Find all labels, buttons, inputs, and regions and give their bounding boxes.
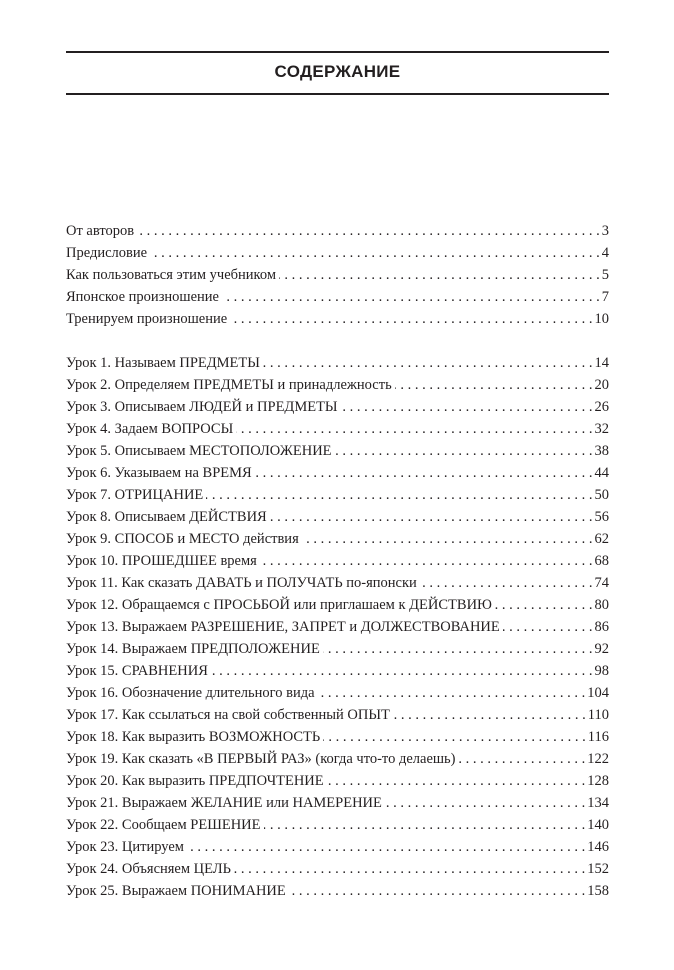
toc-entry[interactable] — [66, 286, 609, 308]
dot-leader — [327, 770, 586, 792]
toc-entry[interactable] — [66, 352, 609, 374]
toc-entry-title: Урок 20. Как выразить ПРЕДПОЧТЕНИЕ — [66, 773, 324, 789]
toc-entry-title: Урок 8. Описываем ДЕЙСТВИЯ — [66, 509, 267, 525]
toc-entry-page: 152 — [587, 861, 609, 877]
top-rule — [66, 51, 609, 53]
toc-entry-title: Урок 17. Как ссылаться на свой собственный ОПЫТ — [66, 707, 390, 723]
toc-entry-title: Урок 22. Сообщаем РЕШЕНИЕ — [66, 817, 261, 833]
toc-entry[interactable] — [66, 528, 609, 550]
toc-entry-title: Урок 15. СРАВНЕНИЯ — [66, 663, 208, 679]
toc-entry-page: 92 — [594, 641, 609, 657]
toc-entry-title: Урок 12. Обращаемся с ПРОСЬБОЙ или приглашаем к ДЕЙСТВИЮ — [66, 597, 492, 613]
toc-entry-title: От авторов — [66, 223, 135, 239]
toc-entry-title: Урок 7. ОТРИЦАНИЕ — [66, 487, 204, 503]
toc-entry[interactable] — [66, 484, 609, 506]
toc-entry-title: Урок 21. Выражаем ЖЕЛАНИЕ или НАМЕРЕНИЕ — [66, 795, 382, 811]
dot-leader — [150, 242, 600, 264]
toc-entry[interactable] — [66, 506, 609, 528]
toc-entry[interactable] — [66, 726, 609, 748]
toc-entry-title: Урок 16. Обозначение длительного вида — [66, 685, 315, 701]
toc-entry[interactable] — [66, 858, 609, 880]
toc-entry-page: 68 — [594, 553, 609, 569]
toc-entry[interactable] — [66, 418, 609, 440]
dot-leader — [137, 220, 600, 242]
toc-entry-title: Урок 25. Выражаем ПОНИМАНИЕ — [66, 883, 286, 899]
toc-entry[interactable] — [66, 660, 609, 682]
dot-leader — [503, 616, 593, 638]
toc-entry[interactable] — [66, 242, 609, 264]
toc-entry[interactable] — [66, 462, 609, 484]
toc-entry[interactable] — [66, 616, 609, 638]
dot-leader — [323, 726, 586, 748]
toc-entry-page: 44 — [594, 465, 609, 481]
toc-entry-title: Урок 11. Как сказать ДАВАТЬ и ПОЛУЧАТЬ по-японски — [66, 575, 417, 591]
front-matter-list — [66, 220, 609, 330]
toc-entry[interactable] — [66, 550, 609, 572]
toc-entry-page: 110 — [587, 707, 609, 723]
dot-leader — [260, 550, 593, 572]
toc-entry-page: 7 — [601, 289, 609, 305]
dot-leader — [270, 506, 593, 528]
toc-entry-page: 4 — [601, 245, 609, 261]
toc-entry-page: 86 — [594, 619, 609, 635]
dot-leader — [458, 748, 585, 770]
toc-entry-page: 122 — [587, 751, 609, 767]
toc-entry-title: Тренируем произношение — [66, 311, 228, 327]
toc-entry[interactable] — [66, 704, 609, 726]
toc-entry-page: 74 — [594, 575, 609, 591]
toc-entry[interactable] — [66, 638, 609, 660]
toc-entry-title: Урок 9. СПОСОБ и МЕСТО действия — [66, 531, 299, 547]
toc-entry-title: Урок 14. Выражаем ПРЕДПОЛОЖЕНИЕ — [66, 641, 320, 657]
toc-entry[interactable] — [66, 880, 609, 902]
title-bottom-rule — [66, 93, 609, 95]
toc-entry[interactable] — [66, 396, 609, 418]
dot-leader — [263, 352, 593, 374]
toc-entry-page: 80 — [594, 597, 609, 613]
dot-leader — [335, 440, 593, 462]
toc-entry-title: Урок 19. Как сказать «В ПЕРВЫЙ РАЗ» (когда что-то делаешь) — [66, 751, 456, 767]
toc-entry[interactable] — [66, 814, 609, 836]
toc-entry[interactable] — [66, 440, 609, 462]
toc-entry-page: 10 — [594, 311, 609, 327]
toc-entry-page: 56 — [594, 509, 609, 525]
toc-entry-title: Урок 1. Называем ПРЕДМЕТЫ — [66, 355, 260, 371]
toc-entry-page: 104 — [587, 685, 609, 701]
dot-leader — [289, 880, 585, 902]
toc-entry[interactable] — [66, 792, 609, 814]
dot-leader — [385, 792, 585, 814]
dot-leader — [341, 396, 593, 418]
dot-leader — [234, 858, 585, 880]
toc-entry-page: 98 — [594, 663, 609, 679]
toc-entry-title: Японское произношение — [66, 289, 219, 305]
dot-leader — [279, 264, 600, 286]
toc-entry-page: 38 — [594, 443, 609, 459]
toc-entry-title: Урок 23. Цитируем — [66, 839, 184, 855]
dot-leader — [420, 572, 593, 594]
toc-entry-page: 3 — [601, 223, 609, 239]
toc-entry[interactable] — [66, 770, 609, 792]
toc-entry-page: 20 — [594, 377, 609, 393]
toc-entry-title: Урок 18. Как выразить ВОЗМОЖНОСТЬ — [66, 729, 321, 745]
toc-entry[interactable] — [66, 836, 609, 858]
toc-entry[interactable] — [66, 594, 609, 616]
toc-entry-page: 26 — [594, 399, 609, 415]
toc-entry-page: 5 — [601, 267, 609, 283]
toc-entry-title: Урок 24. Объясняем ЦЕЛЬ — [66, 861, 231, 877]
dot-leader — [395, 374, 593, 396]
dot-leader — [222, 286, 600, 308]
toc-entry-page: 134 — [587, 795, 609, 811]
dot-leader — [495, 594, 593, 616]
toc-entry-title: Предисловие — [66, 245, 148, 261]
toc-entry-title: Урок 2. Определяем ПРЕДМЕТЫ и принадлежность — [66, 377, 392, 393]
toc-entry-page: 128 — [587, 773, 609, 789]
toc-entry-title: Как пользоваться этим учебником — [66, 267, 276, 283]
toc-entry-page: 14 — [594, 355, 609, 371]
toc-entry[interactable] — [66, 308, 609, 330]
toc-entry-page: 146 — [587, 839, 609, 855]
toc-entry[interactable] — [66, 748, 609, 770]
toc-entry[interactable] — [66, 572, 609, 594]
dot-leader — [230, 308, 592, 330]
page-title: СОДЕРЖАНИЕ — [274, 62, 401, 81]
dot-leader — [302, 528, 593, 550]
dot-leader — [236, 418, 592, 440]
toc-entry-page: 140 — [587, 817, 609, 833]
toc-entry-page: 50 — [594, 487, 609, 503]
toc-entry-title: Урок 13. Выражаем РАЗРЕШЕНИЕ, ЗАПРЕТ и ДОЛЖЕСТВОВАНИЕ — [66, 619, 500, 635]
toc-entry[interactable] — [66, 264, 609, 286]
toc-entry-page: 62 — [594, 531, 609, 547]
dot-leader — [206, 484, 592, 506]
toc-entry[interactable] — [66, 374, 609, 396]
lessons-list — [66, 352, 609, 902]
dot-leader — [323, 638, 593, 660]
toc-entry[interactable] — [66, 220, 609, 242]
toc-entry-title: Урок 4. Задаем ВОПРОСЫ — [66, 421, 234, 437]
dot-leader — [318, 682, 586, 704]
toc-entry-page: 116 — [587, 729, 609, 745]
toc-entry-title: Урок 6. Указываем на ВРЕМЯ — [66, 465, 252, 481]
toc-entry-title: Урок 3. Описываем ЛЮДЕЙ и ПРЕДМЕТЫ — [66, 399, 338, 415]
dot-leader — [187, 836, 585, 858]
toc-entry-page: 158 — [587, 883, 609, 899]
toc-entry-title: Урок 10. ПРОШЕДШЕЕ время — [66, 553, 257, 569]
dot-leader — [264, 814, 586, 836]
dot-leader — [393, 704, 586, 726]
dot-leader — [255, 462, 593, 484]
toc-entry-title: Урок 5. Описываем МЕСТОПОЛОЖЕНИЕ — [66, 443, 332, 459]
toc-entry[interactable] — [66, 682, 609, 704]
dot-leader — [211, 660, 593, 682]
toc-entry-page: 32 — [594, 421, 609, 437]
